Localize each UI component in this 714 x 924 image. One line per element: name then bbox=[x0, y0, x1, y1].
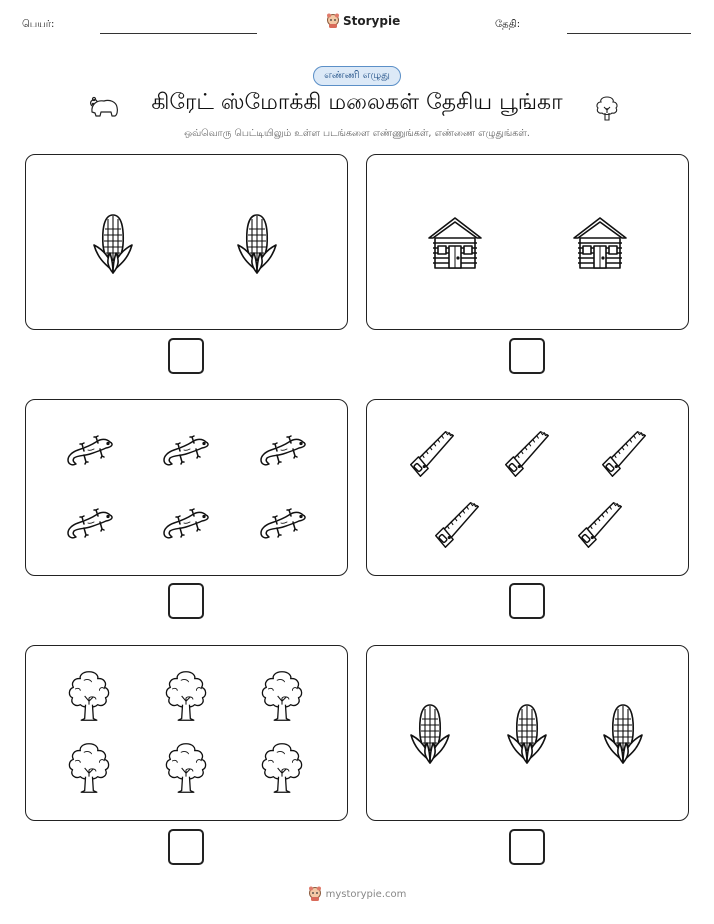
salamander-icon bbox=[255, 505, 311, 545]
saw-icon bbox=[403, 424, 461, 482]
tree-icon bbox=[256, 740, 308, 796]
salamander-icon bbox=[62, 505, 118, 545]
tree-icon bbox=[160, 740, 212, 796]
corn-icon bbox=[232, 211, 282, 275]
count-panel-6 bbox=[366, 645, 689, 821]
saw-icon bbox=[498, 424, 556, 482]
answer-box-6[interactable] bbox=[509, 829, 545, 865]
tree-icon bbox=[63, 740, 115, 796]
corn-icon bbox=[88, 211, 138, 275]
count-panel-4 bbox=[366, 399, 689, 576]
count-panel-2 bbox=[366, 154, 689, 330]
storypie-mascot-icon bbox=[326, 13, 340, 29]
log-cabin-icon bbox=[570, 212, 630, 272]
salamander-icon bbox=[158, 432, 214, 472]
log-cabin-icon bbox=[425, 212, 485, 272]
brand-logo bbox=[326, 13, 400, 29]
corn-icon bbox=[598, 701, 648, 765]
answer-box-1[interactable] bbox=[168, 338, 204, 374]
instructions: ஒவ்வொரு பெட்டியிலும் உள்ள படங்களை எண்ணுங்கள், எண்ணை எழுதுங்கள். bbox=[184, 128, 530, 139]
answer-box-3[interactable] bbox=[168, 583, 204, 619]
tree-icon bbox=[160, 668, 212, 724]
salamander-icon bbox=[255, 432, 311, 472]
worksheet-type-badge: எண்ணி எழுது bbox=[313, 66, 401, 86]
count-panel-5 bbox=[25, 645, 348, 821]
corn-icon bbox=[405, 701, 455, 765]
answer-box-5[interactable] bbox=[168, 829, 204, 865]
name-label: பெயர்: bbox=[22, 19, 55, 30]
count-panel-1 bbox=[25, 154, 348, 330]
tree-icon bbox=[256, 668, 308, 724]
salamander-icon bbox=[62, 432, 118, 472]
page-title: கிரேட் ஸ்மோக்கி மலைகள் தேசிய பூங்கா bbox=[151, 90, 563, 115]
tree-decoration-icon bbox=[592, 93, 622, 123]
saw-icon bbox=[428, 495, 486, 553]
brand-name: Storypie bbox=[343, 14, 401, 28]
salamander-icon bbox=[158, 505, 214, 545]
footer bbox=[0, 886, 714, 902]
name-field[interactable] bbox=[100, 33, 257, 34]
footer-url[interactable]: mystorypie.com bbox=[325, 888, 407, 900]
answer-box-2[interactable] bbox=[509, 338, 545, 374]
saw-icon bbox=[595, 424, 653, 482]
saw-icon bbox=[571, 495, 629, 553]
count-panel-3 bbox=[25, 399, 348, 576]
answer-box-4[interactable] bbox=[509, 583, 545, 619]
date-field[interactable] bbox=[567, 33, 691, 34]
date-label: தேதி: bbox=[495, 19, 521, 30]
tree-icon bbox=[63, 668, 115, 724]
corn-icon bbox=[502, 701, 552, 765]
storypie-mascot-icon bbox=[308, 886, 322, 902]
